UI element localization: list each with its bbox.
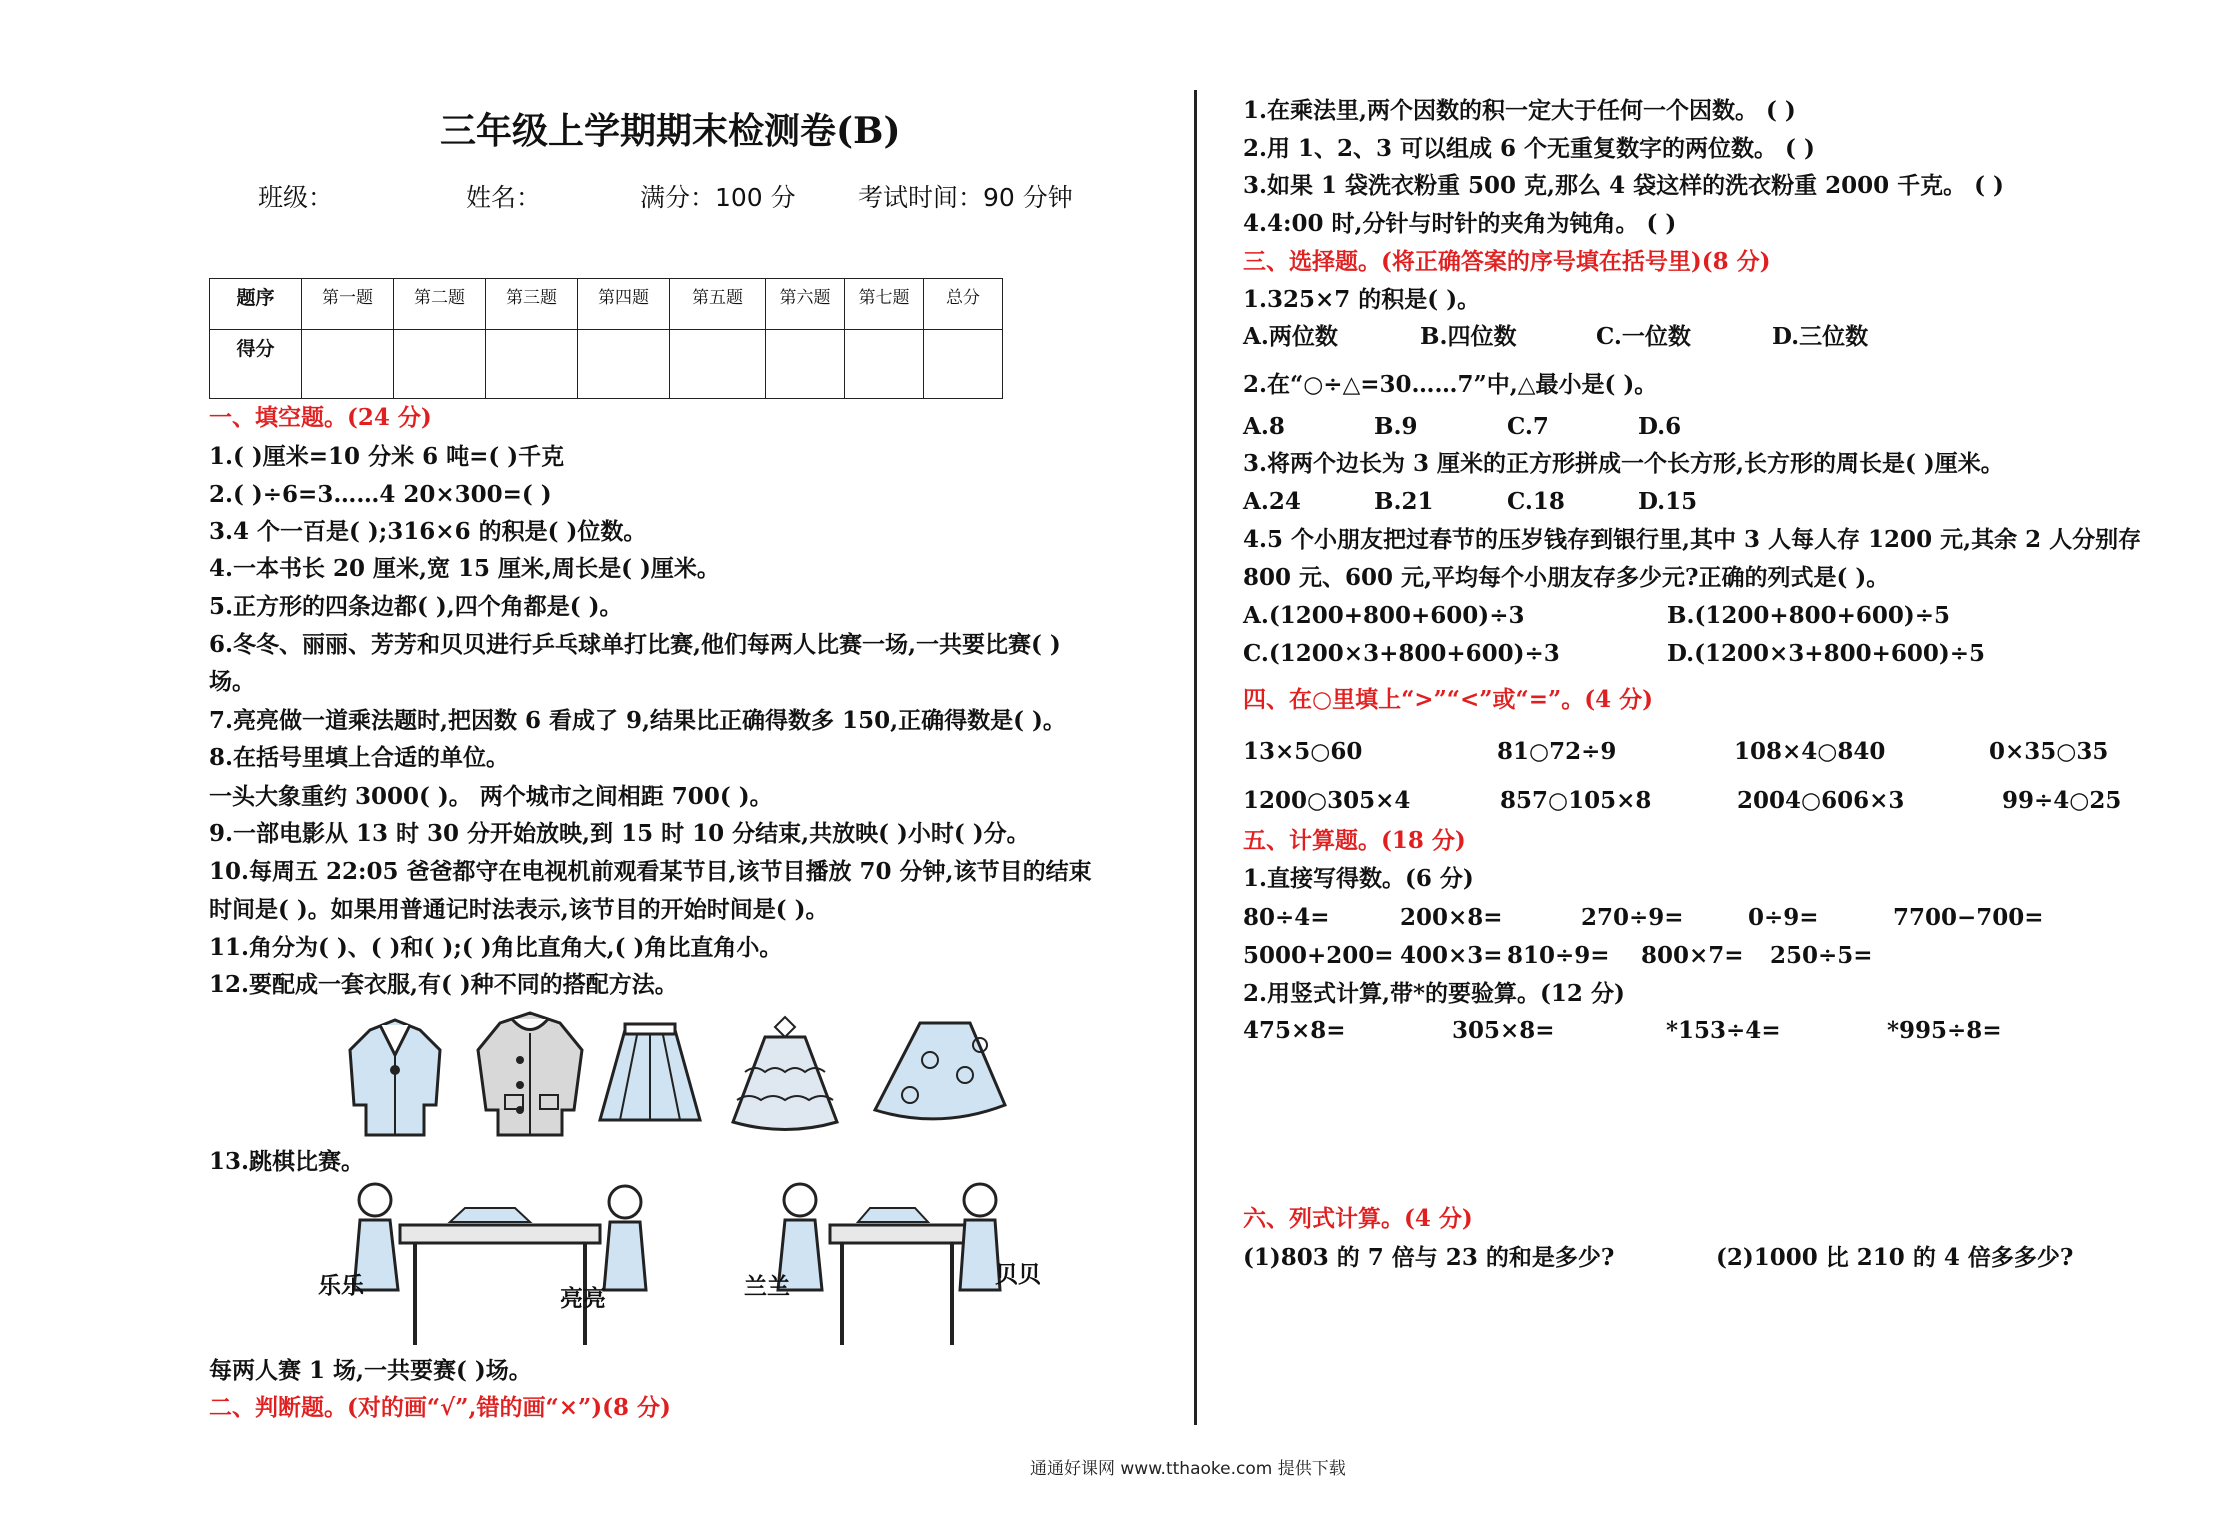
section-6-heading: 六、列式计算。(4 分) xyxy=(1243,1205,1473,1232)
question-12: 12.要配成一套衣服,有( )种不同的搭配方法。 xyxy=(209,971,678,998)
judge-3: 3.如果 1 袋洗衣粉重 500 克,那么 4 袋这样的洗衣粉重 2000 千克。 ( ) xyxy=(1243,172,2004,199)
vertical-calc-item: *153÷4= xyxy=(1666,1017,1781,1044)
choice-4-option: D.(1200×3+800+600)÷5 xyxy=(1667,640,1986,667)
question-9: 9.一部电影从 13 时 30 分开始放映,到 15 时 10 分结束,共放映( )小时( )分。 xyxy=(209,820,1030,847)
player-lanlan: 兰兰 xyxy=(744,1273,790,1300)
calc-item: 5000+200= xyxy=(1243,942,1394,969)
section-1-heading: 一、填空题。(24 分) xyxy=(209,404,432,431)
word-calc-1: (1)803 的 7 倍与 23 的和是多少? xyxy=(1243,1244,1615,1271)
question-6: 6.冬冬、丽丽、芳芳和贝贝进行乒乓球单打比赛,他们每两人比赛一场,一共要比赛( ) xyxy=(209,631,1061,658)
skirt-icon xyxy=(595,1020,705,1130)
word-calc-2: (2)1000 比 210 的 4 倍多多少? xyxy=(1716,1244,2074,1271)
choice-1-option: A.两位数 xyxy=(1243,323,1338,350)
choice-4: 4.5 个小朋友把过春节的压岁钱存到银行里,其中 3 人每人存 1200 元,其余 2 人分别存 xyxy=(1243,526,2142,553)
chess-table-icon xyxy=(770,1180,1000,1350)
score-table-row1-label: 题序 xyxy=(210,279,302,330)
column-divider xyxy=(1194,90,1197,1425)
choice-3-option: C.18 xyxy=(1507,488,1565,515)
section-5-heading: 五、计算题。(18 分) xyxy=(1243,827,1466,854)
score-cell[interactable] xyxy=(578,330,670,399)
compare-item: 99÷4○25 xyxy=(2002,787,2122,814)
choice-4-option: B.(1200+800+600)÷5 xyxy=(1667,602,1951,629)
full-score-label: 满分：100 分 xyxy=(640,183,796,212)
question-3: 3.4 个一百是( );316×6 的积是( )位数。 xyxy=(209,518,647,545)
section-2-heading: 二、判断题。(对的画“√”,错的画“×”)(8 分) xyxy=(209,1394,671,1421)
choice-1: 1.325×7 的积是( )。 xyxy=(1243,286,1481,313)
score-table-header: 第二题 xyxy=(394,279,486,330)
score-cell[interactable] xyxy=(670,330,766,399)
question-13-answer: 每两人赛 1 场,一共要赛( )场。 xyxy=(209,1357,532,1384)
score-table-header: 第七题 xyxy=(845,279,924,330)
score-cell[interactable] xyxy=(302,330,394,399)
score-cell[interactable] xyxy=(486,330,578,399)
question-4: 4.一本书长 20 厘米,宽 15 厘米,周长是( )厘米。 xyxy=(209,555,720,582)
question-2: 2.( )÷6=3……4 20×300=( ) xyxy=(209,481,552,508)
judge-4: 4.4:00 时,分针与时针的夹角为钝角。 ( ) xyxy=(1243,210,1677,237)
vertical-calc-item: 475×8= xyxy=(1243,1017,1346,1044)
choice-1-option: D.三位数 xyxy=(1772,323,1869,350)
calc-1-title: 1.直接写得数。(6 分) xyxy=(1243,865,1474,892)
score-table-header: 第五题 xyxy=(670,279,766,330)
jacket-icon xyxy=(340,1010,450,1140)
compare-item: 857○105×8 xyxy=(1500,787,1652,814)
judge-1: 1.在乘法里,两个因数的积一定大于任何一个因数。 ( ) xyxy=(1243,97,1796,124)
compare-item: 0×35○35 xyxy=(1989,738,2109,765)
footer-source: 通通好课网 www.tthaoke.com 提供下载 xyxy=(1030,1459,1346,1479)
ruffled-skirt-icon xyxy=(725,1012,845,1137)
vertical-calc-item: 305×8= xyxy=(1452,1017,1555,1044)
score-table-header: 第六题 xyxy=(766,279,845,330)
vertical-calc-item: *995÷8= xyxy=(1887,1017,2002,1044)
question-5: 5.正方形的四条边都( ),四个角都是( )。 xyxy=(209,593,623,620)
calc-item: 800×7= xyxy=(1641,942,1744,969)
calc-item: 400×3= xyxy=(1400,942,1503,969)
question-11: 11.角分为( )、( )和( );( )角比直角大,( )角比直角小。 xyxy=(209,934,783,961)
score-cell[interactable] xyxy=(845,330,924,399)
question-13: 13.跳棋比赛。 xyxy=(209,1148,365,1175)
score-table-row2-label: 得分 xyxy=(210,330,302,399)
choice-3: 3.将两个边长为 3 厘米的正方形拼成一个长方形,长方形的周长是( )厘米。 xyxy=(1243,450,2004,477)
coat-icon xyxy=(470,1005,590,1140)
compare-item: 108×4○840 xyxy=(1734,738,1886,765)
player-lele: 乐乐 xyxy=(318,1272,364,1299)
choice-2-option: B.9 xyxy=(1374,413,1418,440)
compare-item: 81○72÷9 xyxy=(1497,738,1617,765)
player-beibei: 贝贝 xyxy=(995,1261,1041,1288)
compare-item: 2004○606×3 xyxy=(1737,787,1905,814)
page-title: 三年级上学期期末检测卷(B) xyxy=(440,110,901,152)
calc-item: 810÷9= xyxy=(1507,942,1610,969)
choice-3-option: B.21 xyxy=(1374,488,1434,515)
question-6-cont: 场。 xyxy=(209,668,255,695)
calc-item: 270÷9= xyxy=(1581,904,1684,931)
section-3-heading: 三、选择题。(将正确答案的序号填在括号里)(8 分) xyxy=(1243,248,1771,275)
score-table-header: 第三题 xyxy=(486,279,578,330)
choice-3-option: A.24 xyxy=(1243,488,1301,515)
calc-item: 7700−700= xyxy=(1893,904,2044,931)
player-liangliang: 亮亮 xyxy=(560,1285,606,1312)
calc-item: 250÷5= xyxy=(1770,942,1873,969)
question-1: 1.( )厘米=10 分米 6 吨=( )千克 xyxy=(209,443,565,470)
compare-item: 1200○305×4 xyxy=(1243,787,1411,814)
choice-2-option: C.7 xyxy=(1507,413,1549,440)
question-8-items: 一头大象重约 3000( )。 两个城市之间相距 700( )。 xyxy=(209,783,773,810)
choice-2-option: A.8 xyxy=(1243,413,1285,440)
choice-2-option: D.6 xyxy=(1638,413,1682,440)
calc-item: 80÷4= xyxy=(1243,904,1330,931)
class-label: 班级： xyxy=(258,183,334,212)
choice-2: 2.在“○÷△=30……7”中,△最小是( )。 xyxy=(1243,371,1658,398)
score-cell[interactable] xyxy=(394,330,486,399)
section-4-heading: 四、在○里填上“>”“<”或“=”。(4 分) xyxy=(1243,686,1654,713)
judge-2: 2.用 1、2、3 可以组成 6 个无重复数字的两位数。 ( ) xyxy=(1243,135,1815,162)
question-10: 10.每周五 22:05 爸爸都守在电视机前观看某节目,该节目播放 70 分钟,该节目的结束 xyxy=(209,858,1092,885)
chess-table-icon xyxy=(340,1180,660,1350)
compare-item: 13×5○60 xyxy=(1243,738,1363,765)
calc-item: 200×8= xyxy=(1400,904,1503,931)
choice-3-option: D.15 xyxy=(1638,488,1698,515)
question-7: 7.亮亮做一道乘法题时,把因数 6 看成了 9,结果比正确得数多 150,正确得数是( )。 xyxy=(209,707,1066,734)
score-cell[interactable] xyxy=(766,330,845,399)
score-table-header: 第一题 xyxy=(302,279,394,330)
choice-4-option: C.(1200×3+800+600)÷3 xyxy=(1243,640,1560,667)
exam-time-label: 考试时间：90 分钟 xyxy=(858,183,1073,212)
calc-2-title: 2.用竖式计算,带*的要验算。(12 分) xyxy=(1243,980,1625,1007)
dotted-skirt-icon xyxy=(870,1015,1010,1130)
choice-4-cont: 800 元、600 元,平均每个小朋友存多少元?正确的列式是( )。 xyxy=(1243,564,1890,591)
score-table xyxy=(209,278,1003,399)
score-table-header: 总分 xyxy=(924,279,1003,330)
calc-item: 0÷9= xyxy=(1748,904,1819,931)
choice-1-option: C.一位数 xyxy=(1596,323,1691,350)
question-8: 8.在括号里填上合适的单位。 xyxy=(209,744,510,771)
choice-1-option: B.四位数 xyxy=(1420,323,1517,350)
name-label: 姓名： xyxy=(466,183,542,212)
question-10-cont: 时间是( )。如果用普通记时法表示,该节目的开始时间是( )。 xyxy=(209,896,829,923)
score-table-header: 第四题 xyxy=(578,279,670,330)
score-cell[interactable] xyxy=(924,330,1003,399)
choice-4-option: A.(1200+800+600)÷3 xyxy=(1243,602,1525,629)
